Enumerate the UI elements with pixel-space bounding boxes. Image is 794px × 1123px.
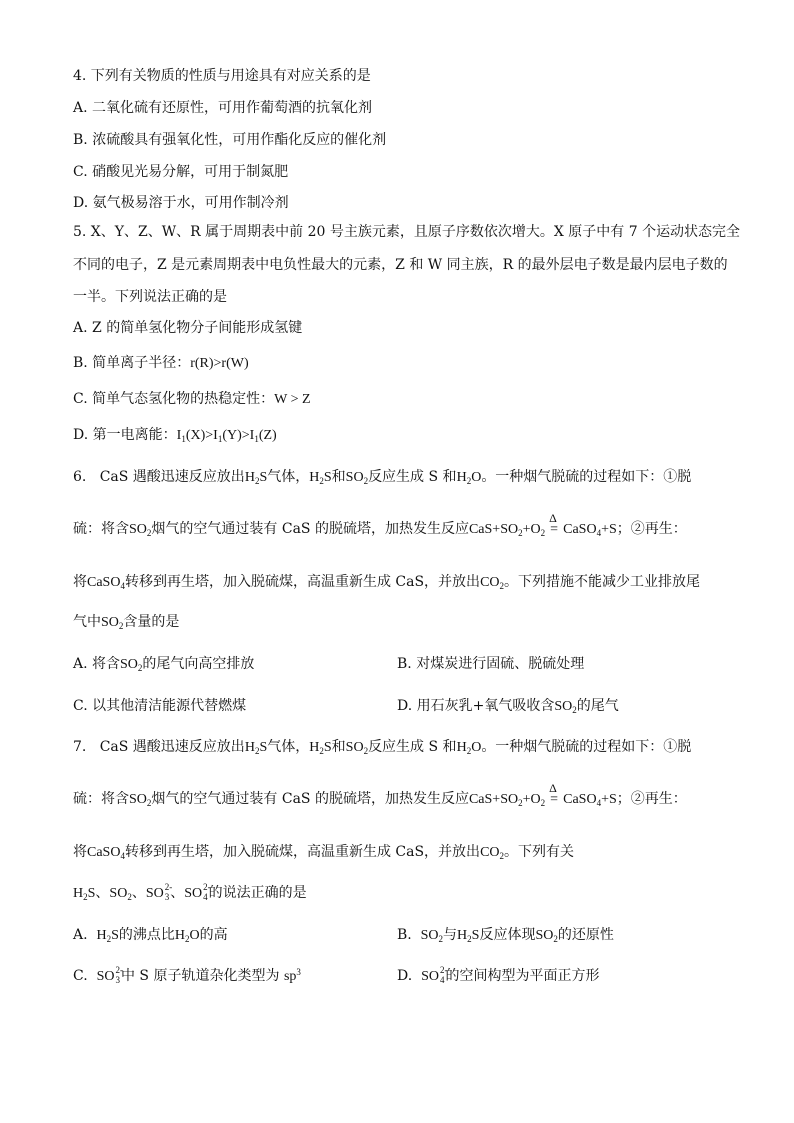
q6-stem-line2: 硫：将含$SO_2$烟气的空气通过装有 CaS 的脱硫塔，加热发生反应$CaS+SO_2+O_2$ Δ = CaSO$_4$+S；②再生： xyxy=(73,511,687,538)
q7-option-d: D. SO 2- 4的空间构型为平面正方形 xyxy=(397,965,600,985)
q7-stem-line4: $H_2S$、$SO_2$、SO 2- 3、SO 2- 4的说法正确的是 xyxy=(73,882,307,902)
q6-stem-line4: 气中$SO_2$含量的是 xyxy=(73,614,180,631)
q7-stem-line3: 将CaSO$_4$转移到再生塔，加入脱硫煤，高温重新生成 CaS，并放出$CO_2$。下列有关 xyxy=(73,844,575,861)
q5-option-d: D. 第一电离能：$I_1(X)>I_1(Y)>I_1(Z)$ xyxy=(73,427,277,444)
q4-option-d: D. 氨气极易溶于水，可用作制冷剂 xyxy=(73,195,289,211)
q4-option-a: A. 二氧化硫有还原性，可用作葡萄酒的抗氧化剂 xyxy=(73,100,373,116)
q6-stem-line1: 6. CaS 遇酸迅速反应放出$H_2S$气体，$H_2S$和$SO_2$反应生成 S 和$H_2O$。一种烟气脱硫的过程如下：①脱 xyxy=(73,469,692,486)
q4-stem: 4. 下列有关物质的性质与用途具有对应关系的是 xyxy=(73,68,371,84)
q5-option-c: C. 简单气态氢化物的热稳定性：W > Z xyxy=(73,391,311,407)
q6-option-d: D. 用石灰乳+氧气吸收含$SO_2$的尾气 xyxy=(397,698,619,715)
q5-stem-line2: 不同的电子，Z 是元素周期表中电负性最大的元素，Z 和 W 同主族，R 的最外层电子数是最内层电子数的 xyxy=(73,257,728,273)
q7-option-c: C. SO 2- 3中 S 原子轨道杂化类型为 $sp^3$ xyxy=(73,965,301,985)
q7-stem-line2: 硫：将含$SO_2$烟气的空气通过装有 CaS 的脱硫塔，加热发生反应$CaS+SO_2+O_2$ Δ = CaSO$_4$+S；②再生： xyxy=(73,781,687,808)
q5-stem-line1: 5. X、Y、Z、W、R 属于周期表中前 20 号主族元素，且原子序数依次增大。X 原子中有 7 个运动状态完全 xyxy=(73,224,741,240)
q5-option-a: A. Z 的简单氢化物分子间能形成氢键 xyxy=(73,320,303,336)
q6-option-a: A. 将含$SO_2$的尾气向高空排放 xyxy=(73,656,255,673)
q7-option-a: A. $H_2S$的沸点比$H_2O$的高 xyxy=(73,927,228,944)
q4-option-b: B. 浓硫酸具有强氧化性，可用作酯化反应的催化剂 xyxy=(73,132,387,148)
q6-option-b: B. 对煤炭进行固硫、脱硫处理 xyxy=(397,656,585,672)
q7-option-b: B. $SO_2$与$H_2S$反应体现$SO_2$的还原性 xyxy=(397,927,614,944)
q6-stem-line3: 将CaSO$_4$转移到再生塔，加入脱硫煤，高温重新生成 CaS，并放出$CO_2$。下列措施不能减少工业排放尾 xyxy=(73,574,701,591)
q7-stem-line1: 7. CaS 遇酸迅速反应放出$H_2S$气体，$H_2S$和$SO_2$反应生成 S 和$H_2O$。一种烟气脱硫的过程如下：①脱 xyxy=(73,739,692,756)
q6-option-c: C. 以其他清洁能源代替燃煤 xyxy=(73,698,247,714)
q4-option-c: C. 硝酸见光易分解，可用于制氮肥 xyxy=(73,164,289,180)
q5-stem-line3: 一半。下列说法正确的是 xyxy=(73,289,227,305)
q5-option-b: B. 简单离子半径：r(R)>r(W) xyxy=(73,355,249,371)
